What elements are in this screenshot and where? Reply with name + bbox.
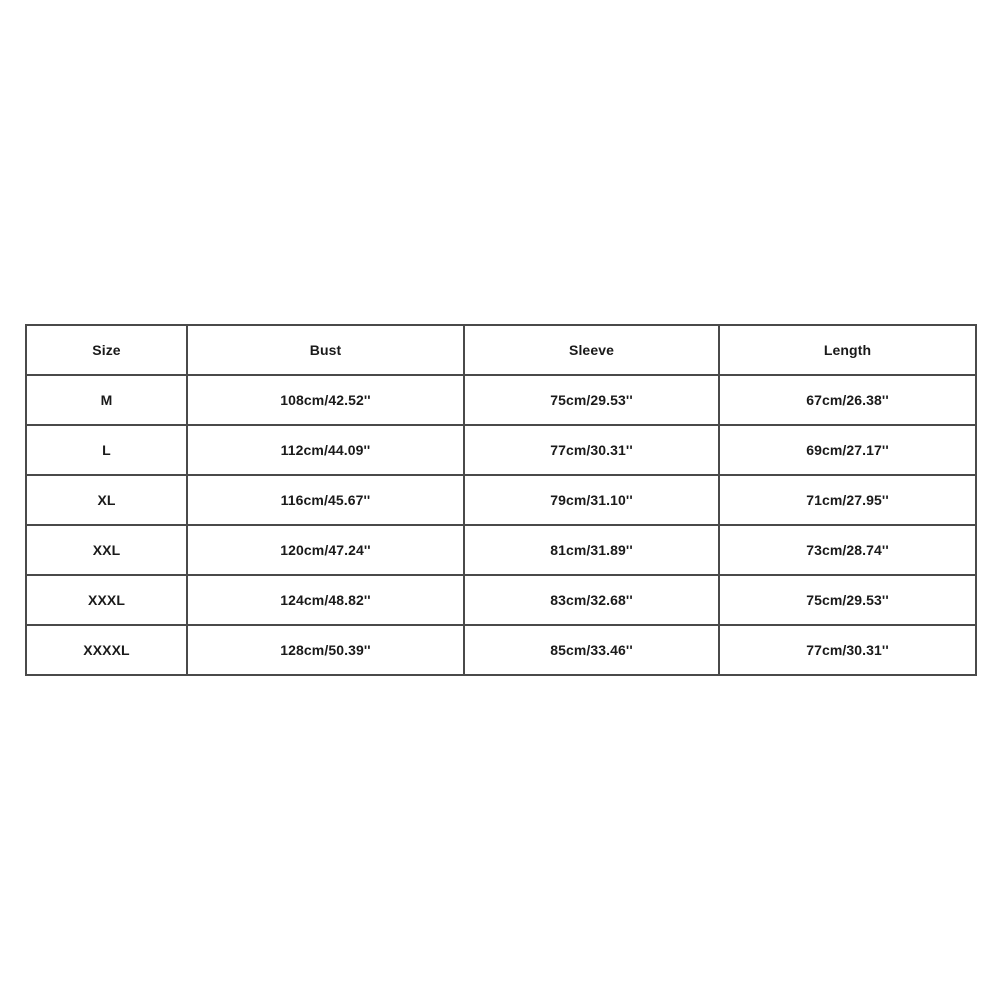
length-cell: 71cm/27.95''	[719, 475, 976, 525]
size-cell: XXXXL	[26, 625, 187, 675]
table-row	[26, 475, 976, 525]
size-chart-table	[25, 324, 977, 676]
bust-cell: 112cm/44.09''	[187, 425, 464, 475]
length-cell: 77cm/30.31''	[719, 625, 976, 675]
header-bust: Bust	[187, 325, 464, 375]
size-cell: XXXL	[26, 575, 187, 625]
table-row	[26, 375, 976, 425]
length-cell: 75cm/29.53''	[719, 575, 976, 625]
header-size: Size	[26, 325, 187, 375]
table-row	[26, 425, 976, 475]
bust-cell: 124cm/48.82''	[187, 575, 464, 625]
table-row	[26, 525, 976, 575]
table-row	[26, 575, 976, 625]
sleeve-cell: 85cm/33.46''	[464, 625, 719, 675]
sleeve-cell: 75cm/29.53''	[464, 375, 719, 425]
bust-cell: 128cm/50.39''	[187, 625, 464, 675]
length-cell: 67cm/26.38''	[719, 375, 976, 425]
bust-cell: 108cm/42.52''	[187, 375, 464, 425]
table-row	[26, 625, 976, 675]
bust-cell: 120cm/47.24''	[187, 525, 464, 575]
sleeve-cell: 79cm/31.10''	[464, 475, 719, 525]
header-row	[26, 325, 976, 375]
size-cell: XXL	[26, 525, 187, 575]
length-cell: 69cm/27.17''	[719, 425, 976, 475]
size-cell: XL	[26, 475, 187, 525]
bust-cell: 116cm/45.67''	[187, 475, 464, 525]
length-cell: 73cm/28.74''	[719, 525, 976, 575]
header-sleeve: Sleeve	[464, 325, 719, 375]
sleeve-cell: 83cm/32.68''	[464, 575, 719, 625]
sleeve-cell: 77cm/30.31''	[464, 425, 719, 475]
header-length: Length	[719, 325, 976, 375]
size-cell: M	[26, 375, 187, 425]
size-cell: L	[26, 425, 187, 475]
sleeve-cell: 81cm/31.89''	[464, 525, 719, 575]
